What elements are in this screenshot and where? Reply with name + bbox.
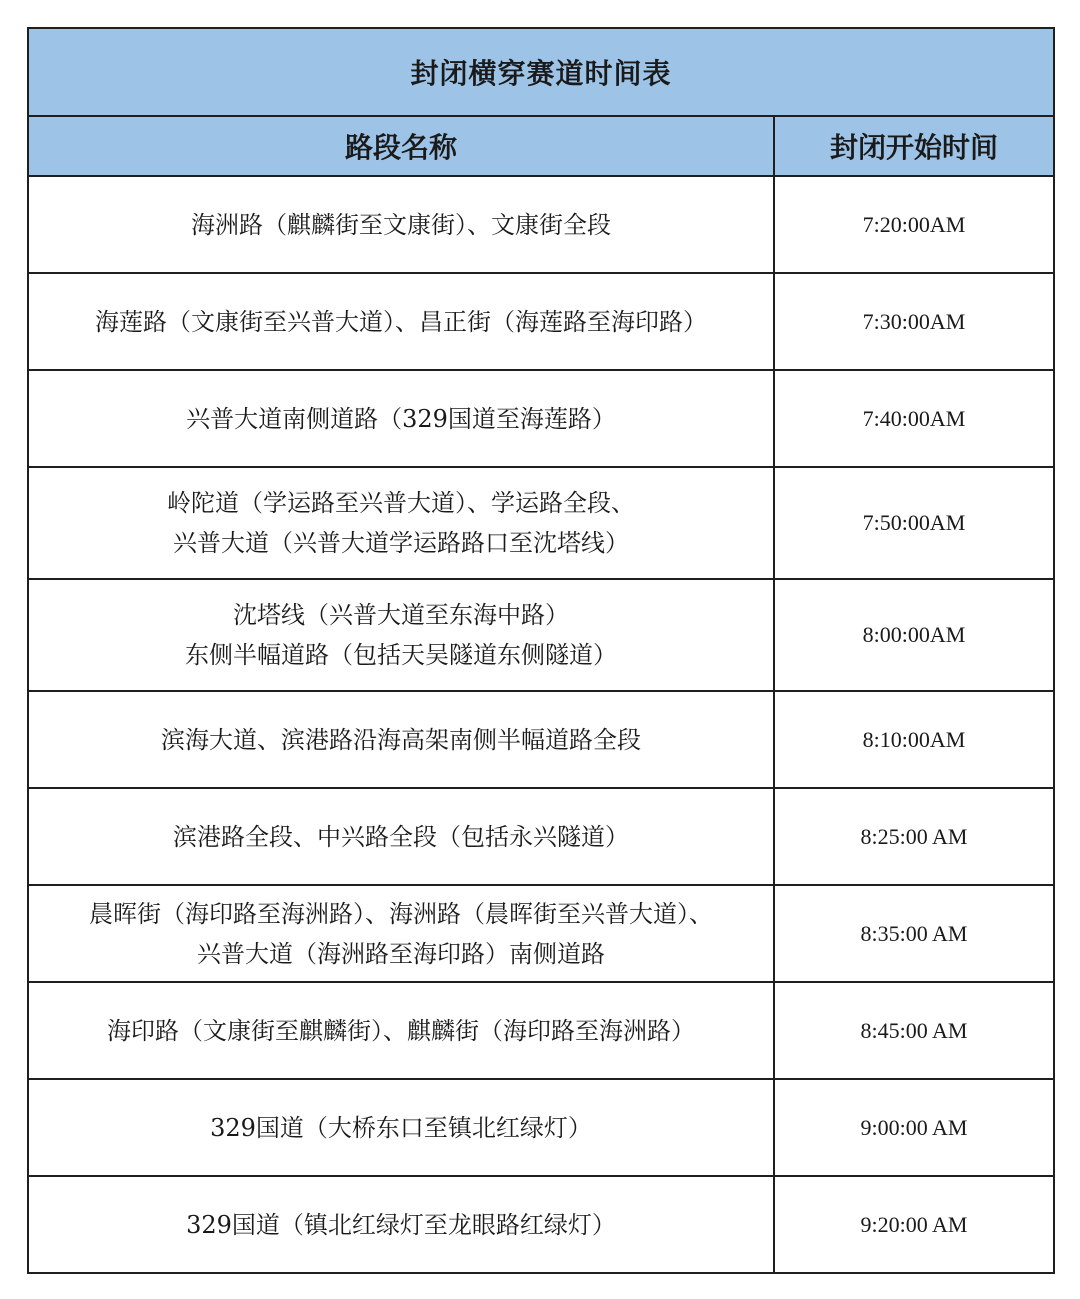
title-row <box>28 28 1054 116</box>
road-segment-cell: 滨港路全段、中兴路全段（包括永兴隧道） <box>28 788 774 885</box>
road-segment-cell: 海印路（文康街至麒麟街）、麒麟街（海印路至海洲路） <box>28 982 774 1079</box>
table-row <box>28 1079 1054 1176</box>
closure-time-cell: 7:30:00AM <box>774 273 1054 370</box>
header-row <box>28 116 1054 176</box>
table-row <box>28 1176 1054 1273</box>
table-row <box>28 579 1054 691</box>
road-segment-cell: 岭陀道（学运路至兴普大道）、学运路全段、 兴普大道（兴普大道学运路路口至沈塔线） <box>28 467 774 579</box>
table-row <box>28 691 1054 788</box>
road-segment-cell: 329国道（大桥东口至镇北红绿灯） <box>28 1079 774 1176</box>
road-segment-cell: 滨海大道、滨港路沿海高架南侧半幅道路全段 <box>28 691 774 788</box>
road-segment-cell: 兴普大道南侧道路（329国道至海莲路） <box>28 370 774 467</box>
road-segment-cell: 海洲路（麒麟街至文康街）、文康街全段 <box>28 176 774 273</box>
closure-time-cell: 8:25:00 AM <box>774 788 1054 885</box>
table-row <box>28 370 1054 467</box>
table-row <box>28 982 1054 1079</box>
closure-time-cell: 7:20:00AM <box>774 176 1054 273</box>
closure-time-cell: 8:00:00AM <box>774 579 1054 691</box>
table-title: 封闭横穿赛道时间表 <box>28 28 1054 116</box>
closure-time-cell: 7:40:00AM <box>774 370 1054 467</box>
table-row <box>28 788 1054 885</box>
schedule-table <box>27 27 1055 1274</box>
column-header-time: 封闭开始时间 <box>774 116 1054 176</box>
column-header-road: 路段名称 <box>28 116 774 176</box>
table-body <box>28 176 1054 1273</box>
road-segment-cell: 329国道（镇北红绿灯至龙眼路红绿灯） <box>28 1176 774 1273</box>
table-row <box>28 467 1054 579</box>
table-row <box>28 176 1054 273</box>
table-row <box>28 885 1054 982</box>
closure-time-cell: 9:00:00 AM <box>774 1079 1054 1176</box>
road-segment-cell: 晨晖街（海印路至海洲路）、海洲路（晨晖街至兴普大道）、 兴普大道（海洲路至海印路）南侧道路 <box>28 885 774 982</box>
closure-time-cell: 8:10:00AM <box>774 691 1054 788</box>
road-segment-cell: 海莲路（文康街至兴普大道）、昌正街（海莲路至海印路） <box>28 273 774 370</box>
closure-time-cell: 8:45:00 AM <box>774 982 1054 1079</box>
road-segment-cell: 沈塔线（兴普大道至东海中路） 东侧半幅道路（包括天吴隧道东侧隧道） <box>28 579 774 691</box>
closure-time-cell: 9:20:00 AM <box>774 1176 1054 1273</box>
table-row <box>28 273 1054 370</box>
closure-time-cell: 7:50:00AM <box>774 467 1054 579</box>
closure-time-cell: 8:35:00 AM <box>774 885 1054 982</box>
